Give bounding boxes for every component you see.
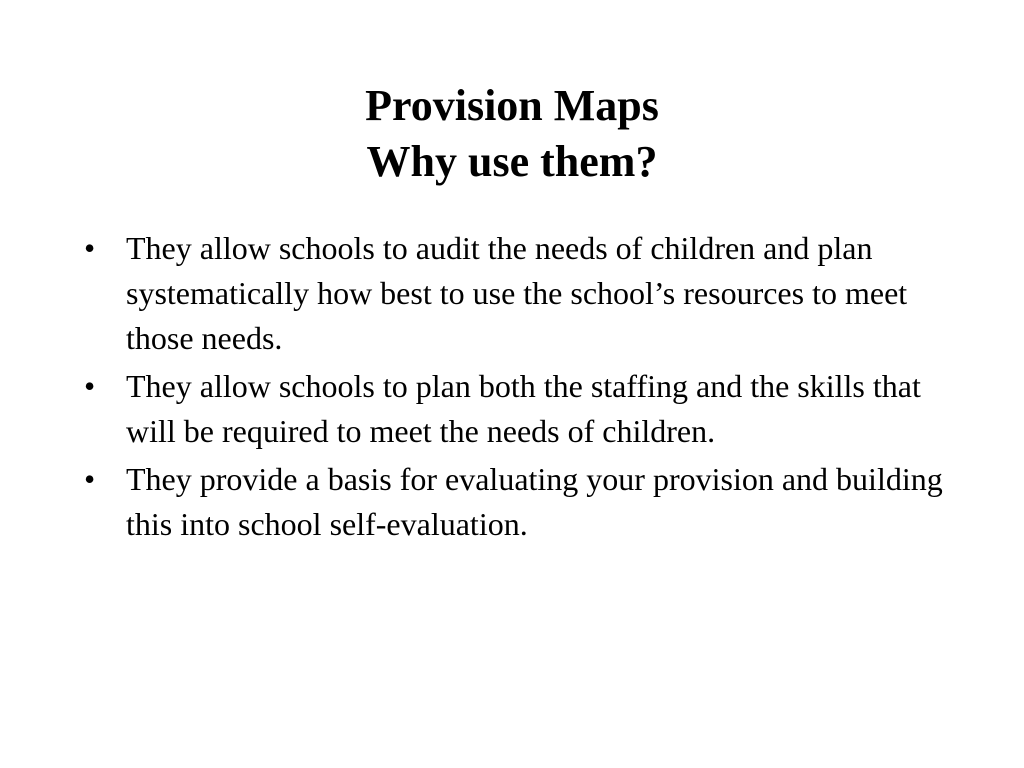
title-line-2: Why use them? bbox=[366, 137, 658, 186]
bullet-item bbox=[84, 226, 964, 361]
bullet-item bbox=[84, 457, 964, 547]
bullet-icon: • bbox=[84, 368, 96, 404]
slide-title bbox=[0, 78, 1024, 190]
bullet-icon: • bbox=[84, 230, 96, 266]
bullet-item bbox=[84, 364, 964, 454]
bullet-list bbox=[84, 226, 964, 550]
bullet-text: They provide a basis for evaluating your provision and building this into school self-evaluation. bbox=[126, 461, 943, 542]
bullet-icon: • bbox=[84, 461, 96, 497]
bullet-text: They allow schools to plan both the staffing and the skills that will be required to meet the needs of children. bbox=[126, 368, 921, 449]
bullet-text: They allow schools to audit the needs of children and plan systematically how best to use the school’s resources to meet those needs. bbox=[126, 230, 908, 356]
title-line-1: Provision Maps bbox=[365, 81, 659, 130]
